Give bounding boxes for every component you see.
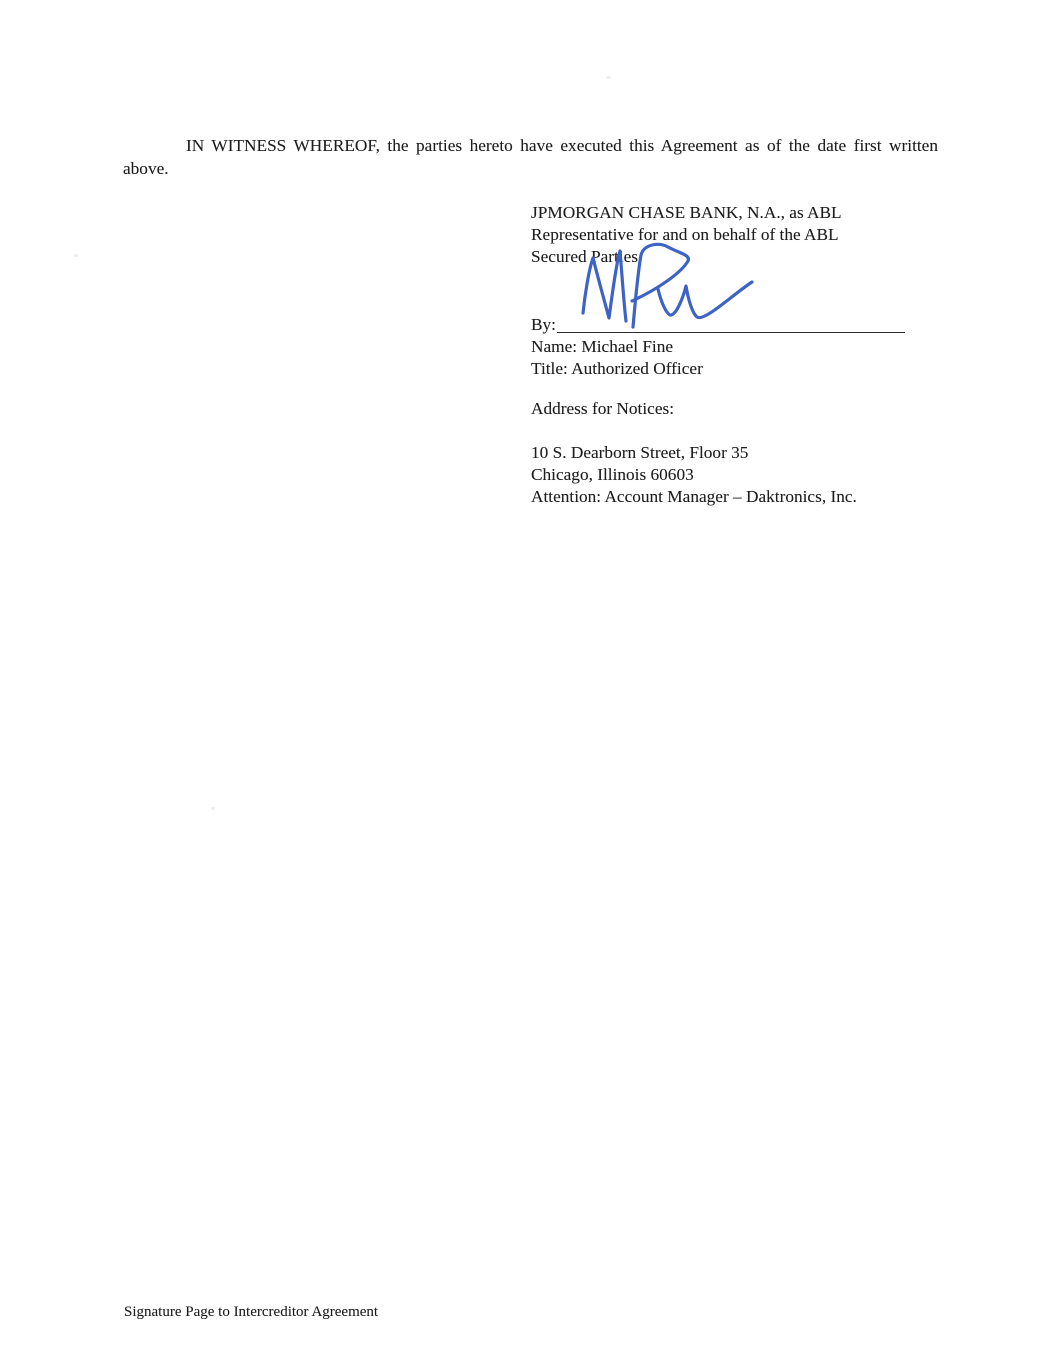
signature-line — [557, 332, 905, 333]
address-line-city: Chicago, Illinois 60603 — [531, 465, 694, 484]
page-footer: Signature Page to Intercreditor Agreement — [124, 1304, 379, 1320]
scan-speck — [211, 807, 215, 810]
signature-stroke-tail — [658, 282, 752, 318]
scan-speck — [74, 254, 78, 257]
by-line — [531, 314, 905, 336]
party-role-line: Representative for and on behalf of the ABL — [531, 225, 839, 244]
witness-paragraph: IN WITNESS WHEREOF, the parties hereto have executed this Agreement as of the date first written above. — [123, 136, 938, 178]
notices-label: Address for Notices: — [531, 399, 675, 418]
scan-speck — [606, 76, 611, 79]
by-label: By: — [531, 315, 556, 334]
party-block — [531, 202, 951, 268]
party-role-line-2: Secured Parties — [531, 247, 639, 266]
address-line-street: 10 S. Dearborn Street, Floor 35 — [531, 443, 749, 462]
address-line-attention: Attention: Account Manager – Daktronics, Inc. — [531, 487, 857, 506]
notices-address-block — [531, 442, 857, 508]
signatory-name-line: Name: Michael Fine — [531, 337, 674, 356]
party-name-line: JPMORGAN CHASE BANK, N.A., as ABL — [531, 203, 842, 222]
signatory-title-line: Title: Authorized Officer — [531, 359, 703, 378]
